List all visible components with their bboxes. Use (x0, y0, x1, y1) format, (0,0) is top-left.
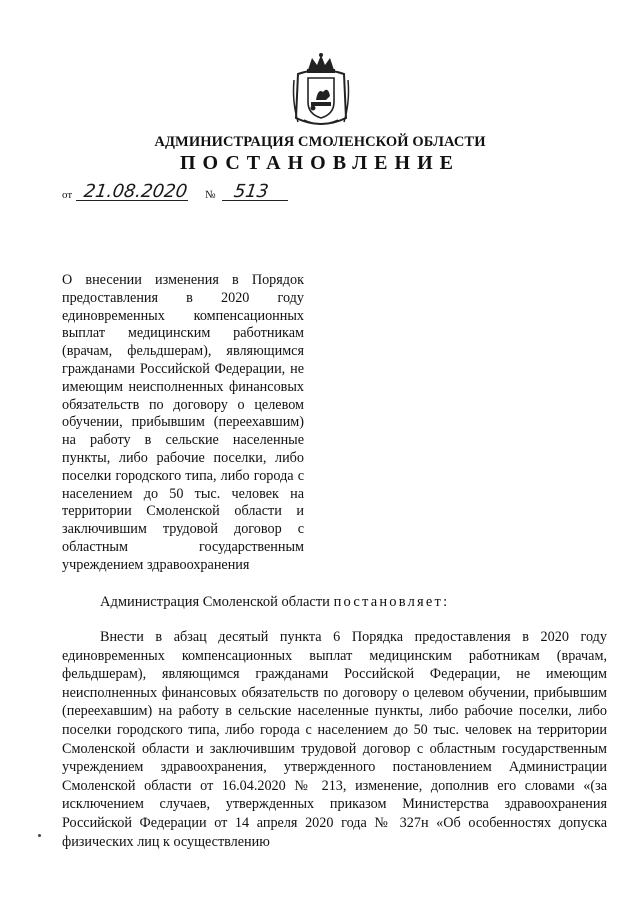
body-paragraph: Внести в абзац десятый пункта 6 Порядка предоставления в 2020 году единовременных компенсационных выплат медицинским работникам (врачам, фельдшерам), являющимся гражданами Российской Федерации, не имеющим неисполненных финансовых обязательств по договору о целевом обучении, прибывшим (переехавшим) на работу в сельские населенные пункты, либо рабочие поселки, либо поселки городского типа, либо города с населением до 50 тыс. человек на территории Смоленской области и заключившим трудовой договор с областным государственным учреждением здравоохранения, утвержденного постановлением Администрации Смоленской области от 16.04.2020 № 213, изменение, дополнив его словами «(за исключением случаев, утвержденных приказом Министерства здравоохранения Российской Федерации от 14 апреля 2020 года № 327н «Об особенностях допуска физических лиц к осуществлению (62, 629, 607, 850)
decree-lead: Администрация Смоленской области (100, 594, 330, 610)
coat-of-arms-icon (290, 52, 352, 130)
document-date: 21.08.2020 (82, 181, 189, 202)
scan-speck (38, 834, 41, 837)
decree-verb: постановляет: (333, 594, 450, 610)
organization-name: АДМИНИСТРАЦИЯ СМОЛЕНСКОЙ ОБЛАСТИ (154, 134, 486, 150)
document-subject: О внесении изменения в Порядок предоставления в 2020 году единовременных компенсационных выплат медицинским работникам (врачам, фельдшерам), являющимся гражданами Российской Федерации, не имеющим неисполненных финансовых обязательств по договору о целевом обучении, прибывшим (переехавшим) на работу в сельские населенные пункты, либо рабочие поселки, либо поселки городского типа, либо города с населением до 50 тыс. человек на территории Смоленской области и заключившим трудовой договор с областным государственным учреждением здравоохранения (62, 272, 304, 573)
registration-row (62, 181, 302, 205)
number-prefix: № (205, 189, 216, 201)
document-number: 513 (232, 181, 270, 202)
date-prefix: от (62, 189, 73, 201)
decree-line (100, 594, 600, 611)
document-type: ПОСТАНОВЛЕНИЕ (180, 152, 460, 174)
